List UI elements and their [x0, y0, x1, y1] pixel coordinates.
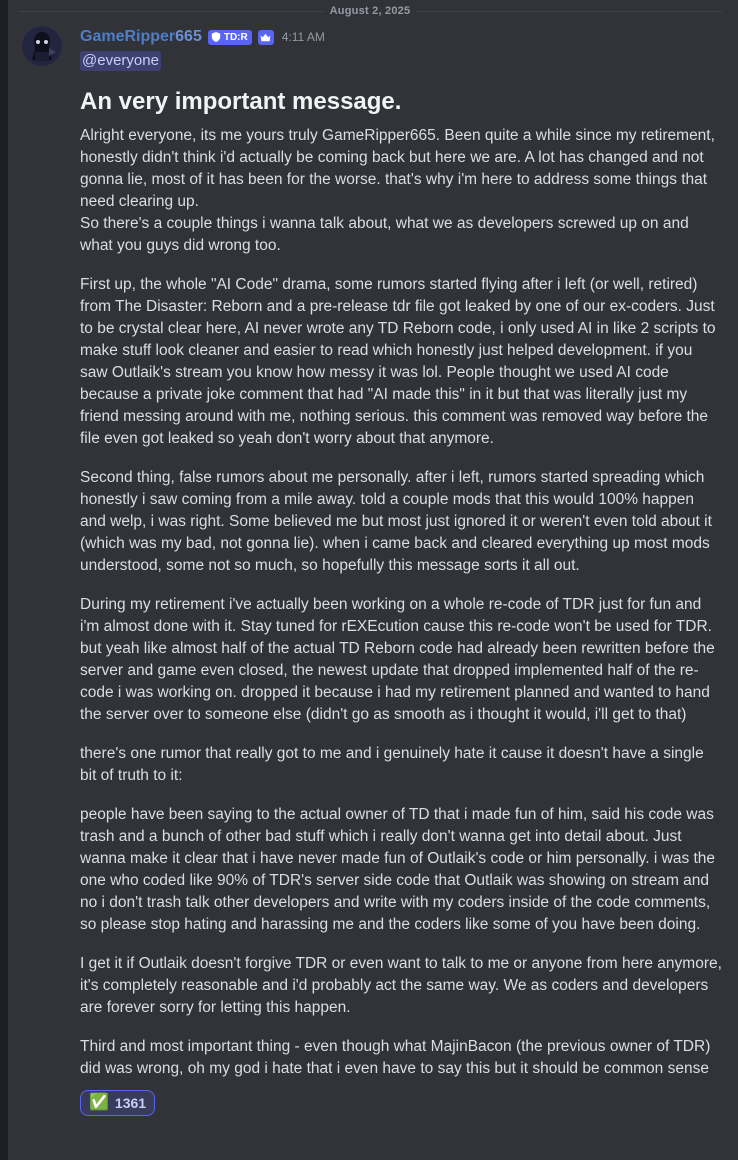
message-scroll-area[interactable] [8, 0, 738, 1160]
reaction-check[interactable] [80, 1090, 155, 1116]
mention-row [80, 48, 722, 71]
author-name-part2: 665 [175, 28, 202, 46]
author-name-part1: GameRipper [80, 28, 176, 46]
check-emoji-icon: ✅ [89, 1094, 109, 1111]
message-heading: An very important message. [80, 88, 402, 115]
message-paragraph: I get it if Outlaik doesn't forgive TDR or even want to talk to me or anyone from here anymore, it's completely reasonable and i'd probably act the same way. We as coders and developers are forever sorry for letting this happen. [80, 955, 727, 1016]
reaction-count: 1361 [114, 1095, 147, 1111]
guild-rail [0, 0, 8, 1160]
message-paragraph: Second thing, false rumors about me personally. after i left, rumors started spreading which honestly i saw coming from a mile away. told a couple mods that this would 100% happen and welp, i was right. Some believed me but most just ignored it or weren't even told about it (which was my bad, not gonna lie). when i came back and cleared everything up most mods understood, some not so much, so hopefully this message sorts it all out. [80, 469, 717, 574]
message-paragraph: people have been saying to the actual owner of TD that i made fun of him, said his code was trash and a bunch of other bad stuff which i really don't wanna get into detail about. Just wanna make it clear that i have never made fun of Outlaik's code or him personally. i was the one who coded like 90% of TDR's server side code that Outlaik was showing on stream and no i don't trash talk other developers and write with my coders inside of the code comments, so please stop hating and harassing me and the coders like some of you have been doing. [80, 806, 720, 933]
message-timestamp: 4:11 AM [281, 29, 325, 44]
message-header [80, 26, 722, 48]
message-paragraph: During my retirement i've actually been working on a whole re-code of TDR just for fun and i'm almost done with it. Stay tuned for rEXEcution cause this re-code won't be used for TDR. but yeah like almost half of the actual TD Reborn code had already been rewritten before the server and game even closed, the newest update that dropped implemented half of the re-code i was working on. dropped it because i had my retirement planned and wanted to hand the server over to someone else (didn't go as smooth as i thought it would, i'll get to that) [80, 596, 720, 723]
avatar-artwork-icon [22, 26, 62, 66]
date-divider [18, 0, 722, 22]
message-paragraph: Alright everyone, its me yours truly GameRipper665. Been quite a while since my retirement, honestly didn't think i'd actually be coming back but here we are. A lot has changed and not gonna lie, most of it has been for the worse. that's why i'm here to address some things that need clearing up. [80, 127, 720, 210]
reaction-list [80, 1090, 722, 1116]
message-paragraph: there's one rumor that really got to me and i genuinely hate it cause it doesn't have a single bit of truth to it: [80, 745, 709, 784]
crown-badge[interactable] [258, 30, 274, 45]
app-badge[interactable] [208, 30, 252, 45]
avatar[interactable] [22, 26, 62, 66]
mention-everyone[interactable]: @everyone [82, 52, 159, 69]
message-author[interactable] [80, 27, 202, 46]
message-body [80, 26, 727, 1116]
message-paragraph: Third and most important thing - even though what MajinBacon (the previous owner of TDR) did was wrong, oh my god i hate that i even have to say this but it should be common sense [80, 1038, 715, 1077]
message-paragraph: First up, the whole "AI Code" drama, some rumors started flying after i left (or well, retired) from The Disaster: Reborn and a pre-release tdr file got leaked by one of our ex-coders. Just to be crystal clear here, AI never wrote any TD Reborn code, i only used AI in like 2 scripts to make stuff look cleaner and easier to read which honestly just helped development. if you saw Outlaik's stream you know how messy it was lol. People thought we used AI code because a private joke comment that had "AI made this" in it but that was literally just my friend messing around with me, nothing serious. this comment was removed way before the file even got leaked so yeah don't worry about that anymore. [80, 276, 720, 447]
date-divider-label: August 2, 2025 [324, 5, 417, 17]
shield-icon [211, 32, 221, 42]
message [8, 22, 738, 1116]
crown-icon [260, 33, 271, 42]
app-badge-label: TD:R [223, 31, 248, 43]
message-paragraph: So there's a couple things i wanna talk about, what we as developers screwed up on and what you guys did wrong too. [80, 215, 694, 254]
bottom-mask [8, 1146, 738, 1160]
